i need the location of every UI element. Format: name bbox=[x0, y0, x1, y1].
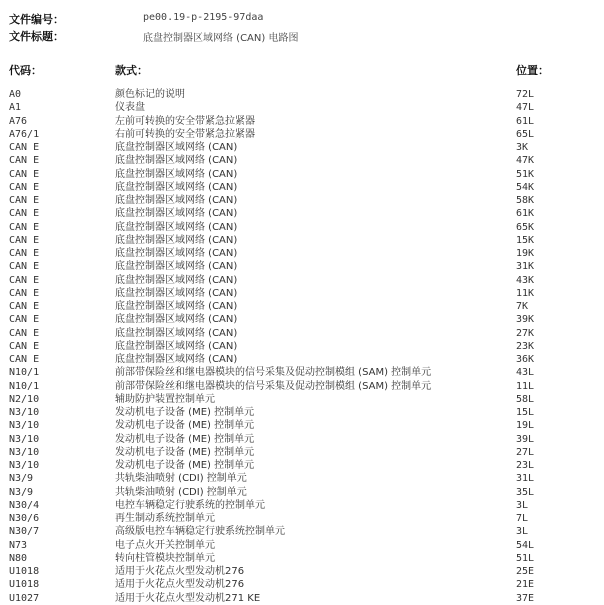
table-row bbox=[0, 340, 604, 353]
row-description: 电控车辆稳定行驶系统的控制单元 bbox=[115, 499, 265, 511]
row-position: 3K bbox=[516, 142, 529, 153]
row-position: 23L bbox=[516, 460, 535, 471]
table-row bbox=[0, 433, 604, 446]
row-code: N3/10 bbox=[9, 420, 40, 432]
row-position: 65K bbox=[516, 221, 535, 233]
row-position: 3L bbox=[516, 526, 529, 538]
row-position: 47L bbox=[516, 102, 535, 114]
table-row bbox=[0, 486, 604, 499]
table-row bbox=[0, 300, 604, 313]
row-position: 54L bbox=[516, 539, 535, 551]
row-code: CAN E bbox=[9, 314, 40, 326]
row-position: 35L bbox=[516, 486, 535, 498]
row-code: N3/10 bbox=[9, 460, 40, 471]
row-description: 共轨柴油喷射 (CDI) 控制单元 bbox=[115, 473, 247, 485]
row-code: N30/7 bbox=[9, 526, 40, 538]
row-position: 3L bbox=[516, 499, 529, 511]
row-position: 43L bbox=[516, 367, 535, 379]
row-code: N3/10 bbox=[9, 446, 40, 458]
row-description: 电子点火开关控制单元 bbox=[115, 539, 215, 551]
table-row bbox=[0, 207, 604, 220]
row-description: 底盘控制器区域网络 (CAN) bbox=[115, 155, 238, 167]
row-position: 36K bbox=[516, 354, 535, 365]
row-position: 58K bbox=[516, 195, 535, 206]
row-code: N2/10 bbox=[9, 393, 40, 405]
row-position: 61L bbox=[516, 115, 535, 127]
table-row bbox=[0, 101, 604, 114]
row-position: 39K bbox=[516, 314, 535, 326]
row-code: A76/1 bbox=[9, 128, 40, 140]
row-position: 11L bbox=[516, 380, 535, 392]
table-row bbox=[0, 260, 604, 273]
row-description: 发动机电子设备 (ME) 控制单元 bbox=[115, 446, 255, 458]
table-row bbox=[0, 247, 604, 260]
row-description: 再生制动系统控制单元 bbox=[115, 513, 215, 524]
row-position: 7K bbox=[516, 301, 529, 312]
table-row bbox=[0, 499, 604, 512]
row-code: N30/4 bbox=[9, 499, 40, 511]
row-description: 前部带保险丝和继电器模块的信号采集及促动控制模组 (SAM) 控制单元 bbox=[115, 380, 432, 392]
table-row bbox=[0, 168, 604, 181]
table-row bbox=[0, 88, 604, 101]
table-row bbox=[0, 565, 604, 578]
row-code: CAN E bbox=[9, 181, 40, 193]
row-position: 31K bbox=[516, 261, 535, 273]
row-description: 发动机电子设备 (ME) 控制单元 bbox=[115, 433, 255, 445]
row-code: CAN E bbox=[9, 168, 40, 180]
row-code: A1 bbox=[9, 102, 22, 114]
row-code: A0 bbox=[9, 89, 22, 100]
row-position: 19L bbox=[516, 420, 535, 432]
column-header-position: 位置： bbox=[516, 64, 549, 77]
row-code: CAN E bbox=[9, 354, 40, 365]
row-position: 43K bbox=[516, 274, 535, 286]
table-row bbox=[0, 353, 604, 366]
row-description: 颜色标记的说明 bbox=[115, 89, 185, 100]
row-position: 72L bbox=[516, 89, 535, 100]
table-row bbox=[0, 234, 604, 247]
table-row bbox=[0, 472, 604, 485]
row-position: 27K bbox=[516, 327, 535, 339]
row-description: 底盘控制器区域网络 (CAN) bbox=[115, 287, 238, 299]
row-code: U1018 bbox=[9, 566, 40, 577]
row-description: 发动机电子设备 (ME) 控制单元 bbox=[115, 407, 255, 418]
row-code: N80 bbox=[9, 552, 28, 564]
doc-number-value: pe00.19-p-2195-97daa bbox=[143, 12, 264, 23]
table-row bbox=[0, 313, 604, 326]
row-description: 底盘控制器区域网络 (CAN) bbox=[115, 248, 238, 259]
row-description: 适用于火花点火型发动机276 bbox=[115, 566, 245, 577]
row-code: N3/9 bbox=[9, 486, 34, 498]
row-code: N3/10 bbox=[9, 433, 40, 445]
table-row bbox=[0, 512, 604, 525]
row-position: 23K bbox=[516, 340, 535, 352]
table-row bbox=[0, 327, 604, 340]
row-description: 底盘控制器区域网络 (CAN) bbox=[115, 234, 238, 246]
row-code: N30/6 bbox=[9, 513, 40, 524]
row-code: CAN E bbox=[9, 208, 40, 220]
table-row bbox=[0, 128, 604, 141]
table-row bbox=[0, 287, 604, 300]
row-description: 底盘控制器区域网络 (CAN) bbox=[115, 181, 238, 193]
row-code: U1027 bbox=[9, 592, 40, 604]
table-row bbox=[0, 181, 604, 194]
column-header-style: 款式： bbox=[115, 64, 148, 77]
row-code: CAN E bbox=[9, 287, 40, 299]
table-row bbox=[0, 194, 604, 207]
row-description: 底盘控制器区域网络 (CAN) bbox=[115, 327, 238, 339]
table-row bbox=[0, 141, 604, 154]
row-position: 27L bbox=[516, 446, 535, 458]
row-code: CAN E bbox=[9, 155, 40, 167]
table-row bbox=[0, 274, 604, 287]
row-code: CAN E bbox=[9, 261, 40, 273]
table-row bbox=[0, 525, 604, 538]
row-code: CAN E bbox=[9, 274, 40, 286]
table-row bbox=[0, 552, 604, 565]
row-position: 51L bbox=[516, 552, 535, 564]
doc-title-label: 文件标题： bbox=[9, 30, 64, 43]
row-position: 37E bbox=[516, 592, 535, 604]
table-row bbox=[0, 578, 604, 591]
row-description: 高级版电控车辆稳定行驶系统控制单元 bbox=[115, 526, 285, 538]
row-position: 7L bbox=[516, 513, 529, 524]
row-position: 19K bbox=[516, 248, 535, 259]
table-row bbox=[0, 366, 604, 379]
row-description: 适用于火花点火型发动机271 KE bbox=[115, 592, 261, 604]
row-description: 底盘控制器区域网络 (CAN) bbox=[115, 168, 238, 180]
table-row bbox=[0, 393, 604, 406]
row-description: 共轨柴油喷射 (CDI) 控制单元 bbox=[115, 486, 247, 498]
row-description: 底盘控制器区域网络 (CAN) bbox=[115, 208, 238, 220]
row-position: 65L bbox=[516, 128, 535, 140]
table-row bbox=[0, 406, 604, 419]
row-position: 39L bbox=[516, 433, 535, 445]
row-description: 底盘控制器区域网络 (CAN) bbox=[115, 314, 238, 326]
row-code: N10/1 bbox=[9, 367, 40, 379]
row-code: CAN E bbox=[9, 340, 40, 352]
row-description: 底盘控制器区域网络 (CAN) bbox=[115, 354, 238, 365]
row-description: 底盘控制器区域网络 (CAN) bbox=[115, 261, 238, 273]
table-row bbox=[0, 419, 604, 432]
table-row bbox=[0, 221, 604, 234]
row-description: 底盘控制器区域网络 (CAN) bbox=[115, 301, 238, 312]
row-description: 前部带保险丝和继电器模块的信号采集及促动控制模组 (SAM) 控制单元 bbox=[115, 367, 432, 379]
row-description: 底盘控制器区域网络 (CAN) bbox=[115, 142, 238, 153]
row-code: CAN E bbox=[9, 221, 40, 233]
doc-title-value: 底盘控制器区域网络 (CAN) 电路图 bbox=[143, 33, 299, 44]
doc-number-label: 文件编号： bbox=[9, 13, 64, 26]
row-code: CAN E bbox=[9, 248, 40, 259]
row-code: CAN E bbox=[9, 301, 40, 312]
row-position: 47K bbox=[516, 155, 535, 167]
row-code: U1018 bbox=[9, 579, 40, 591]
row-description: 底盘控制器区域网络 (CAN) bbox=[115, 340, 238, 352]
row-position: 54K bbox=[516, 181, 535, 193]
table-row bbox=[0, 380, 604, 393]
row-description: 辅助防护装置控制单元 bbox=[115, 393, 215, 405]
row-code: N3/10 bbox=[9, 407, 40, 418]
row-description: 底盘控制器区域网络 (CAN) bbox=[115, 195, 238, 206]
column-header-code: 代码： bbox=[9, 64, 42, 77]
table-row bbox=[0, 459, 604, 472]
component-table bbox=[0, 88, 604, 605]
row-code: CAN E bbox=[9, 195, 40, 206]
table-row bbox=[0, 446, 604, 459]
row-description: 仪表盘 bbox=[115, 102, 145, 114]
row-description: 底盘控制器区域网络 (CAN) bbox=[115, 274, 238, 286]
table-row bbox=[0, 539, 604, 552]
row-code: CAN E bbox=[9, 234, 40, 246]
table-row bbox=[0, 154, 604, 167]
row-description: 适用于火花点火型发动机276 bbox=[115, 579, 245, 591]
row-position: 21E bbox=[516, 579, 535, 591]
row-position: 58L bbox=[516, 393, 535, 405]
row-description: 发动机电子设备 (ME) 控制单元 bbox=[115, 460, 255, 471]
row-position: 51K bbox=[516, 168, 535, 180]
row-position: 15L bbox=[516, 407, 535, 418]
row-position: 11K bbox=[516, 287, 535, 299]
row-code: A76 bbox=[9, 115, 28, 127]
row-code: CAN E bbox=[9, 142, 40, 153]
row-code: CAN E bbox=[9, 327, 40, 339]
row-description: 发动机电子设备 (ME) 控制单元 bbox=[115, 420, 255, 432]
row-code: N73 bbox=[9, 539, 28, 551]
row-position: 61K bbox=[516, 208, 535, 220]
row-description: 底盘控制器区域网络 (CAN) bbox=[115, 221, 238, 233]
row-description: 转向柱管模块控制单元 bbox=[115, 552, 215, 564]
row-code: N10/1 bbox=[9, 380, 40, 392]
row-position: 31L bbox=[516, 473, 535, 485]
row-position: 25E bbox=[516, 566, 535, 577]
table-row bbox=[0, 115, 604, 128]
row-code: N3/9 bbox=[9, 473, 34, 485]
row-description: 右前可转换的安全带紧急拉紧器 bbox=[115, 128, 255, 140]
row-position: 15K bbox=[516, 234, 535, 246]
row-description: 左前可转换的安全带紧急拉紧器 bbox=[115, 115, 255, 127]
